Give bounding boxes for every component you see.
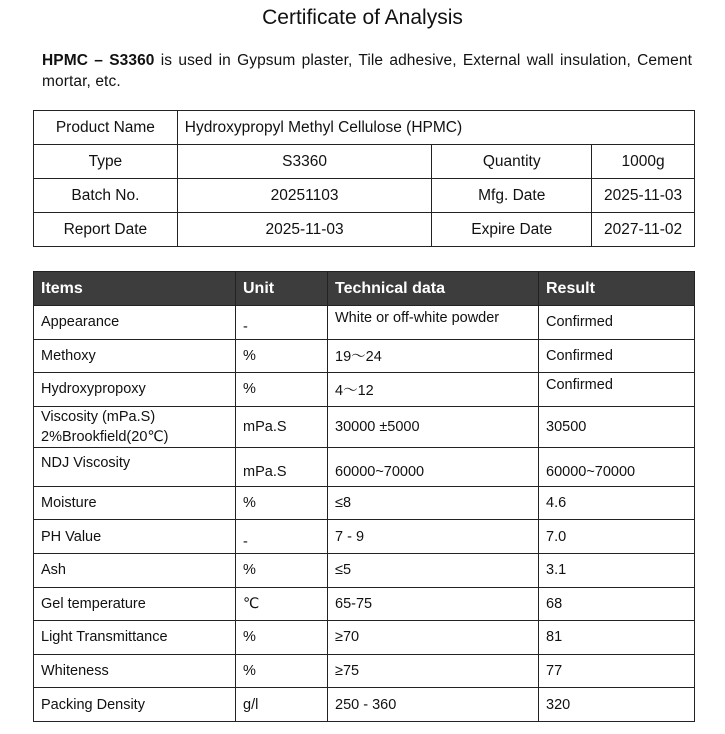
result-cell: 30500: [539, 406, 695, 447]
item-cell: PH Value: [34, 520, 236, 554]
result-cell: Confirmed: [539, 339, 695, 373]
table-row: [34, 373, 695, 407]
unit-cell: [236, 520, 328, 554]
unit-cell: [236, 447, 328, 486]
report-date-label: Report Date: [34, 213, 178, 247]
tech-cell: ≤5: [328, 553, 539, 587]
info-row-product-name: [34, 111, 695, 145]
result-cell: 7.0: [539, 520, 695, 554]
table-row: [34, 306, 695, 340]
type-value: S3360: [177, 145, 432, 179]
unit-cell: %: [236, 553, 328, 587]
result-cell: 68: [539, 587, 695, 621]
tech-cell: 19～24: [328, 339, 539, 373]
unit-cell: %: [236, 654, 328, 688]
tech-cell: [328, 306, 539, 340]
unit-cell: g/l: [236, 688, 328, 722]
tech-cell: [328, 447, 539, 486]
table-row: [34, 486, 695, 520]
result-cell: 3.1: [539, 553, 695, 587]
item-cell: Ash: [34, 553, 236, 587]
product-name-value: Hydroxypropyl Methyl Cellulose (HPMC): [177, 111, 694, 145]
item-cell: Methoxy: [34, 339, 236, 373]
info-row-report: [34, 213, 695, 247]
type-label: Type: [34, 145, 178, 179]
tech-cell: ≤8: [328, 486, 539, 520]
tech-cell: ≥70: [328, 621, 539, 655]
unit-cell: %: [236, 486, 328, 520]
item-cell: Appearance: [34, 306, 236, 340]
item-line-2: 2%Brookfield(20℃): [41, 428, 169, 445]
unit-cell: [236, 306, 328, 340]
table-row: [34, 654, 695, 688]
specification-table: [33, 271, 695, 722]
table-row: [34, 339, 695, 373]
expire-date-label: Expire Date: [432, 213, 592, 247]
unit-cell: %: [236, 621, 328, 655]
batch-value: 20251103: [177, 179, 432, 213]
table-row: [34, 587, 695, 621]
result-text: Confirmed: [546, 377, 613, 394]
header-items: Items: [34, 272, 236, 306]
item-cell: Light Transmittance: [34, 621, 236, 655]
tech-cell: 4～12: [328, 373, 539, 407]
result-cell: 81: [539, 621, 695, 655]
result-cell: Confirmed: [539, 306, 695, 340]
result-cell: [539, 373, 695, 407]
table-row: [34, 621, 695, 655]
unit-cell: %: [236, 373, 328, 407]
result-cell: 320: [539, 688, 695, 722]
unit-text: mPa.S: [243, 463, 287, 480]
item-cell: Packing Density: [34, 688, 236, 722]
mfg-date-value: 2025-11-03: [592, 179, 695, 213]
result-cell: 4.6: [539, 486, 695, 520]
item-cell: [34, 406, 236, 447]
item-cell: Whiteness: [34, 654, 236, 688]
tech-cell: 30000 ±5000: [328, 406, 539, 447]
result-cell: [539, 447, 695, 486]
header-result: Result: [539, 272, 695, 306]
intro-paragraph: [42, 50, 692, 92]
tech-cell: 7 - 9: [328, 520, 539, 554]
report-date-value: 2025-11-03: [177, 213, 432, 247]
intro-text: is used in Gypsum plaster, Tile adhesive, External wall insulation, Cement mortar, etc.: [42, 52, 693, 90]
mfg-date-label: Mfg. Date: [432, 179, 592, 213]
table-row: [34, 553, 695, 587]
header-unit: Unit: [236, 272, 328, 306]
document-title: Certificate of Analysis: [262, 6, 463, 29]
item-cell: Moisture: [34, 486, 236, 520]
spec-header-row: [34, 272, 695, 306]
table-row: [34, 447, 695, 486]
table-row: [34, 520, 695, 554]
batch-label: Batch No.: [34, 179, 178, 213]
quantity-label: Quantity: [432, 145, 592, 179]
unit-cell: %: [236, 339, 328, 373]
tech-cell: 65-75: [328, 587, 539, 621]
result-text: 60000~70000: [546, 463, 636, 480]
header-technical-data: Technical data: [328, 272, 539, 306]
tech-cell: 250 - 360: [328, 688, 539, 722]
item-text: NDJ Viscosity: [41, 454, 131, 471]
quantity-value: 1000g: [592, 145, 695, 179]
item-cell: Hydroxypropoxy: [34, 373, 236, 407]
tech-text: 60000~70000: [335, 463, 425, 480]
unit-text: -: [243, 533, 248, 550]
info-row-batch: [34, 179, 695, 213]
product-info-table: [33, 110, 695, 247]
item-cell: Gel temperature: [34, 587, 236, 621]
result-cell: 77: [539, 654, 695, 688]
tech-cell: ≥75: [328, 654, 539, 688]
table-row: [34, 406, 695, 447]
product-name-label: Product Name: [34, 111, 178, 145]
unit-text: -: [243, 319, 248, 336]
item-cell: [34, 447, 236, 486]
info-row-type: [34, 145, 695, 179]
item-line-1: Viscosity (mPa.S): [41, 408, 156, 425]
unit-cell: mPa.S: [236, 406, 328, 447]
tech-text: White or off-white powder: [335, 310, 500, 327]
unit-cell: ℃: [236, 587, 328, 621]
table-row: [34, 688, 695, 722]
expire-date-value: 2027-11-02: [592, 213, 695, 247]
intro-product-code: HPMC – S3360: [42, 52, 155, 69]
